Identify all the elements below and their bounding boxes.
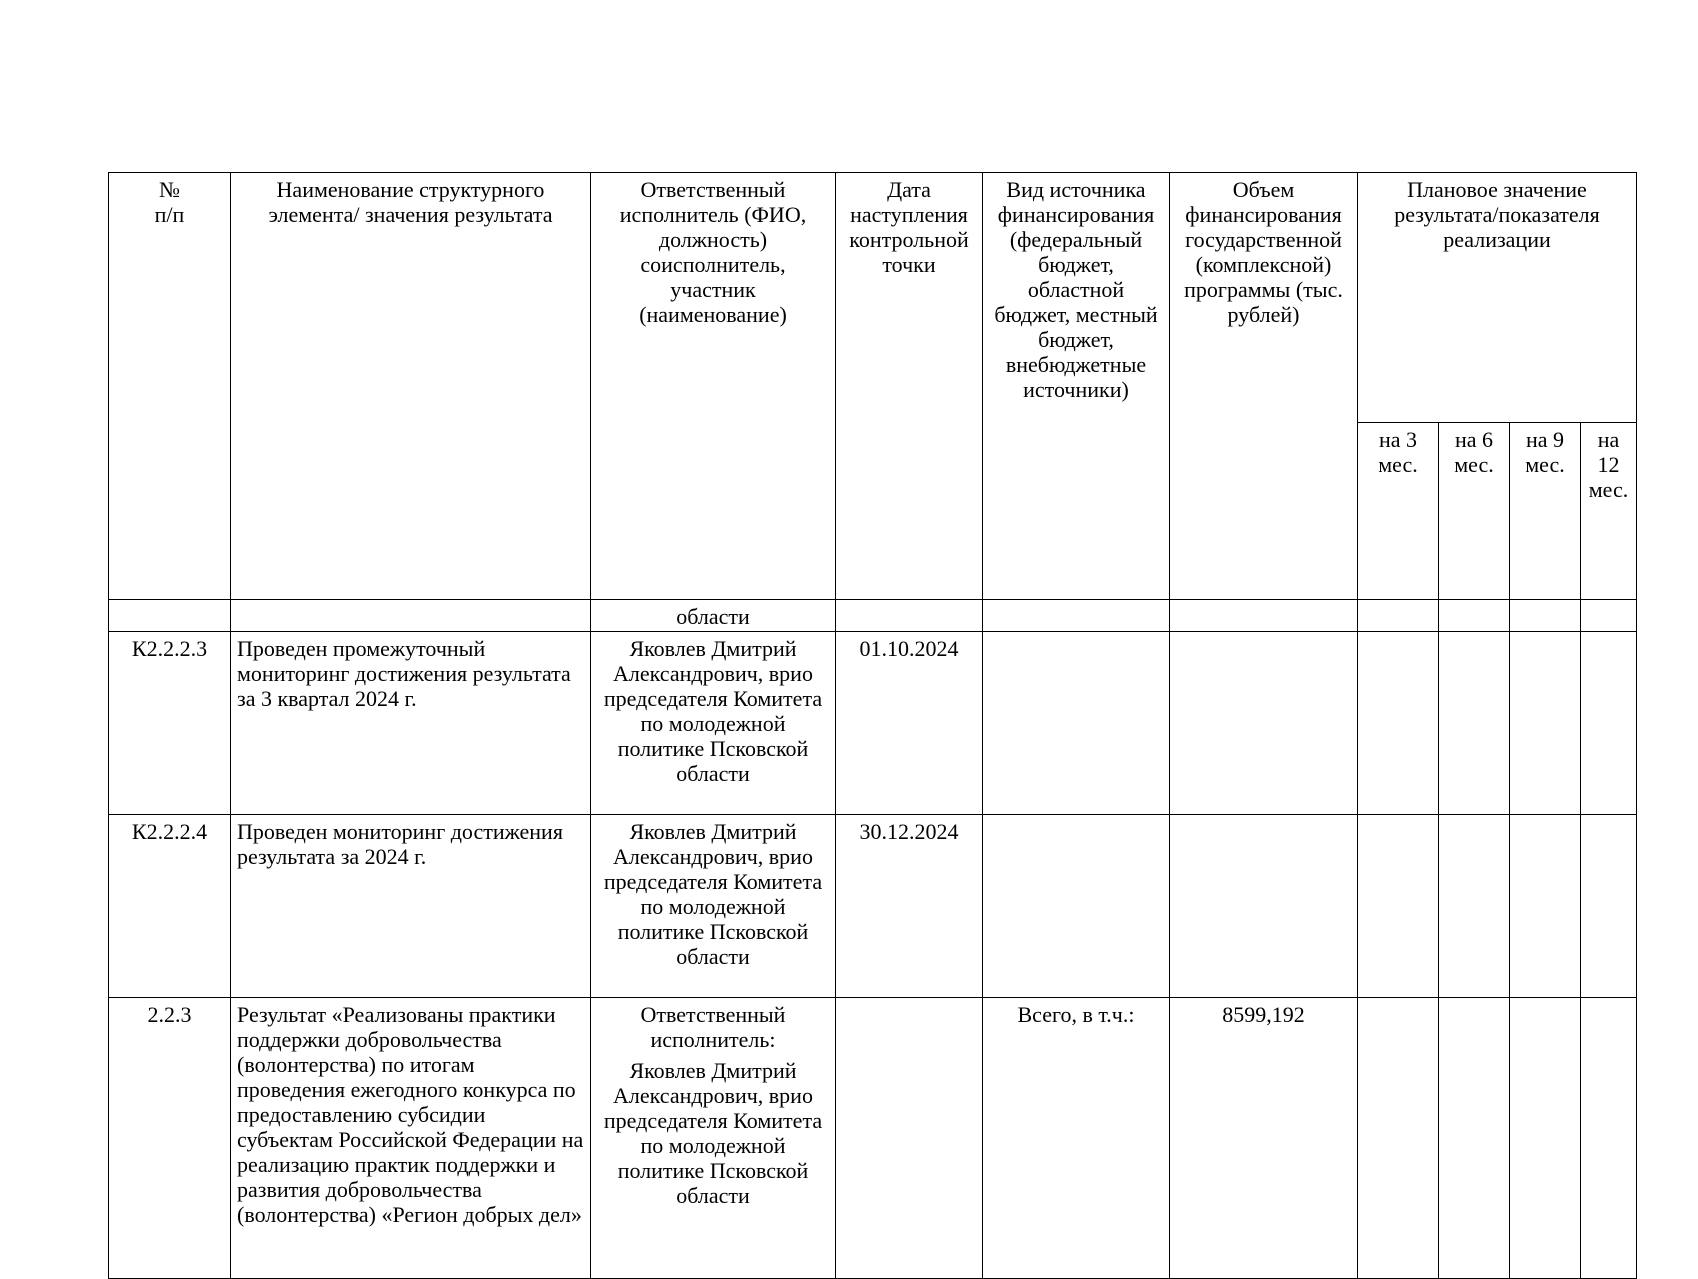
cell-9-months [1510, 600, 1581, 632]
cell-number [109, 600, 231, 632]
cell-12-months [1581, 632, 1637, 815]
table-row [109, 632, 1637, 815]
header-3-months: на 3 мес. [1358, 423, 1439, 600]
cell-responsible: Яковлев Дмитрий Александрович, врио председателя Комитета по молодежной политике Псковской области [591, 632, 836, 815]
cell-9-months [1510, 998, 1581, 1279]
cell-date [836, 600, 983, 632]
header-structural-element: Наименование структурного элемента/ значения результата [231, 173, 591, 600]
table-row [109, 600, 1637, 632]
cell-12-months [1581, 600, 1637, 632]
cell-3-months [1358, 815, 1439, 998]
cell-responsible: Яковлев Дмитрий Александрович, врио председателя Комитета по молодежной политике Псковской области [591, 815, 836, 998]
cell-number: 2.2.3 [109, 998, 231, 1279]
cell-3-months [1358, 600, 1439, 632]
cell-3-months [1358, 632, 1439, 815]
cell-responsible: области [591, 600, 836, 632]
cell-date: 30.12.2024 [836, 815, 983, 998]
cell-volume [1170, 632, 1358, 815]
cell-12-months [1581, 815, 1637, 998]
cell-name: Проведен промежуточный мониторинг достижения результата за 3 квартал 2024 г. [231, 632, 591, 815]
header-9-months: на 9 мес. [1510, 423, 1581, 600]
header-number: № п/п [109, 173, 231, 600]
control-points-table [108, 172, 1637, 1279]
cell-source [983, 632, 1170, 815]
cell-3-months [1358, 998, 1439, 1279]
cell-name [231, 600, 591, 632]
cell-9-months [1510, 815, 1581, 998]
cell-number: К2.2.2.4 [109, 815, 231, 998]
cell-6-months [1439, 600, 1510, 632]
responsible-person: Яковлев Дмитрий Александрович, врио председателя Комитета по молодежной политике Псковской области [603, 1058, 823, 1208]
cell-name: Проведен мониторинг достижения результата за 2024 г. [231, 815, 591, 998]
header-12-months: на 12 мес. [1581, 423, 1637, 600]
cell-6-months [1439, 632, 1510, 815]
header-6-months: на 6 мес. [1439, 423, 1510, 600]
table-row [109, 815, 1637, 998]
header-funding-source: Вид источника финансирования (федеральный бюджет, областной бюджет, местный бюджет, внебюджетные источники) [983, 173, 1170, 600]
cell-volume [1170, 815, 1358, 998]
header-funding-volume: Объем финансирования государственной (комплексной) программы (тыс. рублей) [1170, 173, 1358, 600]
cell-6-months [1439, 815, 1510, 998]
cell-6-months [1439, 998, 1510, 1279]
cell-date: 01.10.2024 [836, 632, 983, 815]
cell-source: Всего, в т.ч.: [983, 998, 1170, 1279]
cell-12-months [1581, 998, 1637, 1279]
cell-name: Результат «Реализованы практики поддержки добровольчества (волонтерства) по итогам проведения ежегодного конкурса по предоставлению субсидии субъектам Российской Федерации на реализацию практик поддержки и развития добровольчества (волонтерства) «Регион добрых дел» [231, 998, 591, 1279]
cell-date [836, 998, 983, 1279]
cell-volume: 8599,192 [1170, 998, 1358, 1279]
cell-number: К2.2.2.3 [109, 632, 231, 815]
header-control-date: Дата наступления контрольной точки [836, 173, 983, 600]
table-row [109, 998, 1637, 1279]
header-planned-value: Плановое значение результата/показателя реализации [1358, 173, 1637, 423]
header-responsible: Ответственный исполнитель (ФИО, должность) соисполнитель, участник (наименование) [591, 173, 836, 600]
cell-9-months [1510, 632, 1581, 815]
cell-source [983, 815, 1170, 998]
responsible-label: Ответственный исполнитель: [640, 1002, 786, 1052]
cell-volume [1170, 600, 1358, 632]
cell-source [983, 600, 1170, 632]
cell-responsible [591, 998, 836, 1279]
